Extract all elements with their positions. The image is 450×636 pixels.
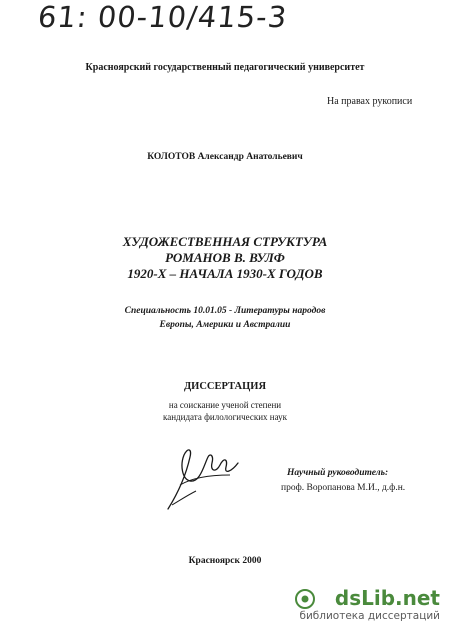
degree-line: на соискание ученой степени: [168, 400, 282, 410]
specialty-line: Европы, Америки и Австралии: [159, 320, 291, 330]
handwritten-catalog-code: 61: 00-10/415-3: [36, 0, 289, 34]
author-name: КОЛОТОВ Александр Анатольевич: [147, 152, 303, 162]
degree-line: кандидата филологических наук: [163, 412, 287, 422]
title-line: 1920-Х – НАЧАЛА 1930-Х ГОДОВ: [127, 266, 323, 281]
advisor-name: проф. Воропанова М.И., д.ф.н.: [281, 483, 406, 493]
degree-block: [0, 399, 450, 423]
specialty-line: Специальность 10.01.05 - Литературы народов: [124, 306, 326, 316]
rights-notice: На правах рукописи: [327, 96, 413, 107]
title-line: ХУДОЖЕСТВЕННАЯ СТРУКТУРА: [122, 234, 328, 249]
watermark-subtitle: библиотека диссертаций: [299, 610, 440, 622]
dissertation-title: [0, 234, 450, 282]
advisor-label: Научный руководитель:: [287, 468, 389, 478]
university-name: Красноярский государственный педагогический университет: [85, 62, 365, 73]
watermark[interactable]: [295, 586, 445, 632]
dslib-logo-icon: [295, 589, 315, 609]
dissertation-label: ДИССЕРТАЦИЯ: [183, 381, 267, 392]
title-line: РОМАНОВ В. ВУЛФ: [165, 250, 285, 265]
watermark-logo: dsLib.net: [334, 586, 440, 610]
city-year: Красноярск 2000: [188, 556, 262, 566]
specialty-block: [0, 304, 450, 332]
signature-icon: [160, 435, 250, 515]
